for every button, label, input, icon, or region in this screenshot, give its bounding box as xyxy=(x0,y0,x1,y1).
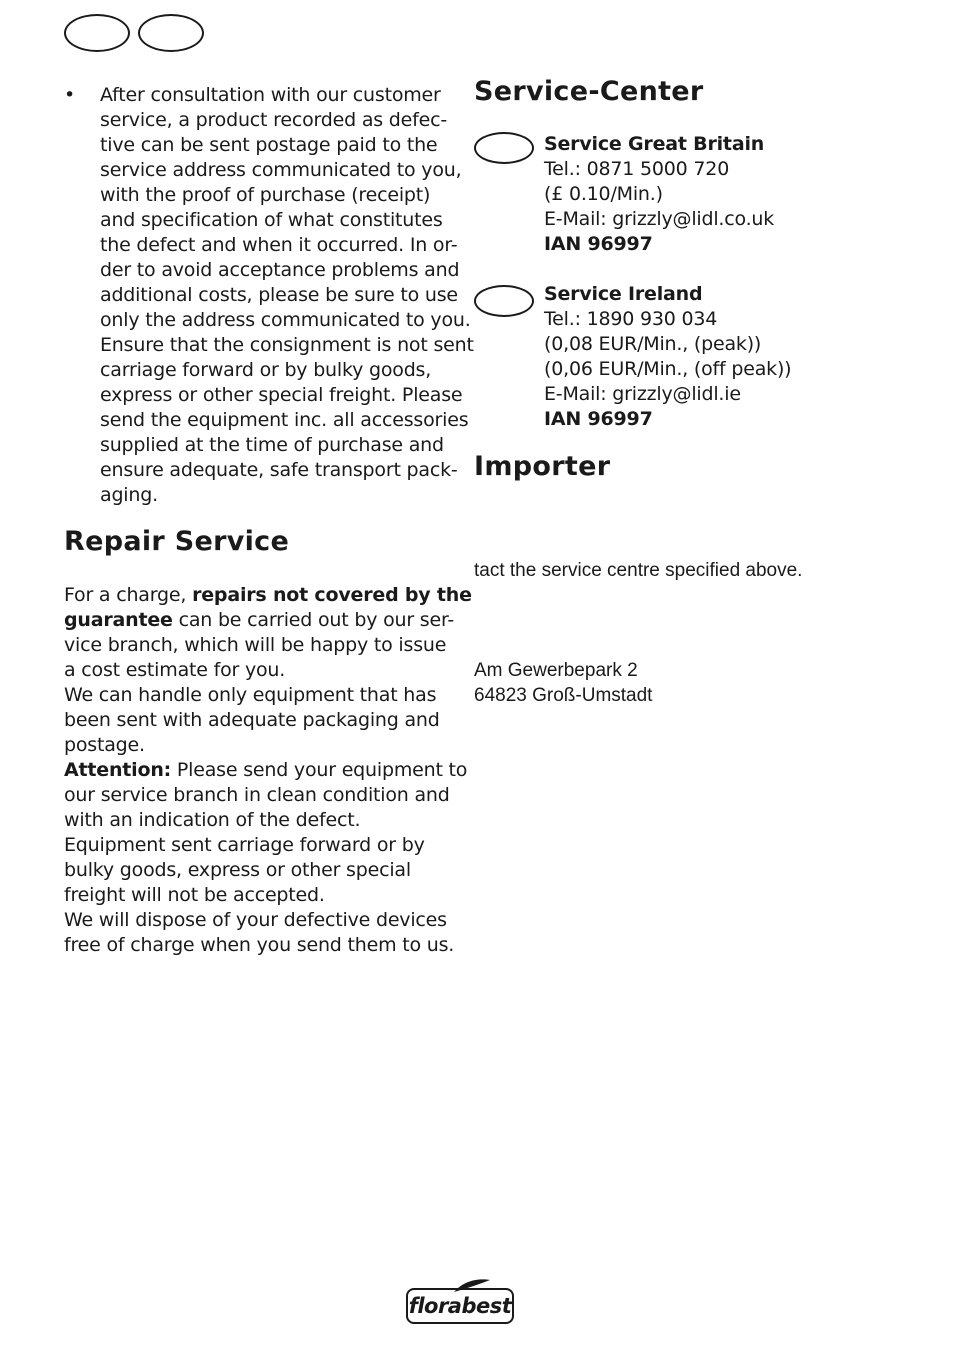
repair-line: with an indication of the defect. xyxy=(64,809,361,831)
warranty-line: ensure adequate, safe transport pack- xyxy=(100,459,458,481)
repair-line: freight will not be accepted. xyxy=(64,884,325,906)
logo-wordmark: florabest xyxy=(408,1294,512,1318)
repair-service-heading: Repair Service xyxy=(64,526,290,557)
warranty-line: with the proof of purchase (receipt) xyxy=(100,184,431,206)
leaf-icon xyxy=(452,1278,492,1294)
service-ie-email: E-Mail: grizzly@lidl.ie xyxy=(544,383,741,405)
service-center-heading: Service-Center xyxy=(474,76,704,107)
repair-text: Please send your equipment to xyxy=(171,759,468,781)
warranty-text xyxy=(100,83,474,508)
repair-text: can be carried out by our ser- xyxy=(172,609,455,631)
warranty-line: service, a product recorded as defec- xyxy=(100,109,448,131)
repair-line: a cost estimate for you. xyxy=(64,659,286,681)
service-ie-ian: IAN 96997 xyxy=(544,408,653,430)
importer-city: 64823 Groß-Umstadt xyxy=(474,685,653,706)
service-ie-block xyxy=(474,282,914,437)
service-gb-ian: IAN 96997 xyxy=(544,233,653,255)
repair-line: been sent with adequate packaging and xyxy=(64,709,440,731)
importer-contact-note: tact the service centre specified above. xyxy=(474,560,803,581)
warranty-line: Ensure that the consignment is not sent xyxy=(100,334,474,356)
service-gb-rate: (£ 0.10/Min.) xyxy=(544,183,663,205)
warranty-line: additional costs, please be sure to use xyxy=(100,284,458,306)
repair-line: Equipment sent carriage forward or by xyxy=(64,834,425,856)
warranty-bullet xyxy=(64,83,474,508)
repair-line: our service branch in clean condition and xyxy=(64,784,450,806)
repair-line: We will dispose of your defective devices xyxy=(64,909,447,931)
warranty-line: supplied at the time of purchase and xyxy=(100,434,444,456)
warranty-line: der to avoid acceptance problems and xyxy=(100,259,460,281)
country-badge-ie xyxy=(474,285,534,317)
service-gb-block xyxy=(474,132,914,262)
warranty-line: service address communicated to you, xyxy=(100,159,462,181)
repair-line: We can handle only equipment that has xyxy=(64,684,437,706)
warranty-line: and specification of what constitutes xyxy=(100,209,443,231)
service-ie-name: Service Ireland xyxy=(544,283,703,305)
service-ie-rate-peak: (0,08 EUR/Min., (peak)) xyxy=(544,333,762,355)
warranty-line: aging. xyxy=(100,484,158,506)
repair-emphasis: repairs not covered by the xyxy=(192,584,472,606)
attention-label: Attention: xyxy=(64,759,172,781)
bullet-dot: • xyxy=(64,84,76,106)
repair-line xyxy=(64,608,454,633)
repair-line: bulky goods, express or other special xyxy=(64,859,411,881)
service-ie-rate-offpeak: (0,06 EUR/Min., (off peak)) xyxy=(544,358,792,380)
repair-line xyxy=(64,758,468,783)
warranty-line: only the address communicated to you. xyxy=(100,309,471,331)
importer-street: Am Gewerbepark 2 xyxy=(474,660,638,681)
warranty-line: After consultation with our customer xyxy=(100,84,441,106)
florabest-logo xyxy=(406,1288,514,1324)
repair-line: free of charge when you send them to us. xyxy=(64,934,455,956)
repair-line xyxy=(64,583,472,608)
warranty-line: send the equipment inc. all accessories xyxy=(100,409,469,431)
repair-line: vice branch, which will be happy to issue xyxy=(64,634,447,656)
language-badge-2 xyxy=(138,14,204,52)
country-badge-gb xyxy=(474,132,534,164)
repair-emphasis: guarantee xyxy=(64,609,173,631)
warranty-line: tive can be sent postage paid to the xyxy=(100,134,438,156)
repair-text: For a charge, xyxy=(64,584,193,606)
language-badge-1 xyxy=(64,14,130,52)
importer-address xyxy=(474,658,652,708)
service-gb-tel: Tel.: 0871 5000 720 xyxy=(544,158,730,180)
repair-line: postage. xyxy=(64,734,145,756)
service-gb-email: E-Mail: grizzly@lidl.co.uk xyxy=(544,208,775,230)
warranty-line: the defect and when it occurred. In or- xyxy=(100,234,458,256)
warranty-line: express or other special freight. Please xyxy=(100,384,463,406)
service-ie-tel: Tel.: 1890 930 034 xyxy=(544,308,718,330)
repair-service-body xyxy=(64,583,472,958)
warranty-line: carriage forward or by bulky goods, xyxy=(100,359,432,381)
service-gb-name: Service Great Britain xyxy=(544,133,765,155)
importer-heading: Importer xyxy=(474,451,611,482)
